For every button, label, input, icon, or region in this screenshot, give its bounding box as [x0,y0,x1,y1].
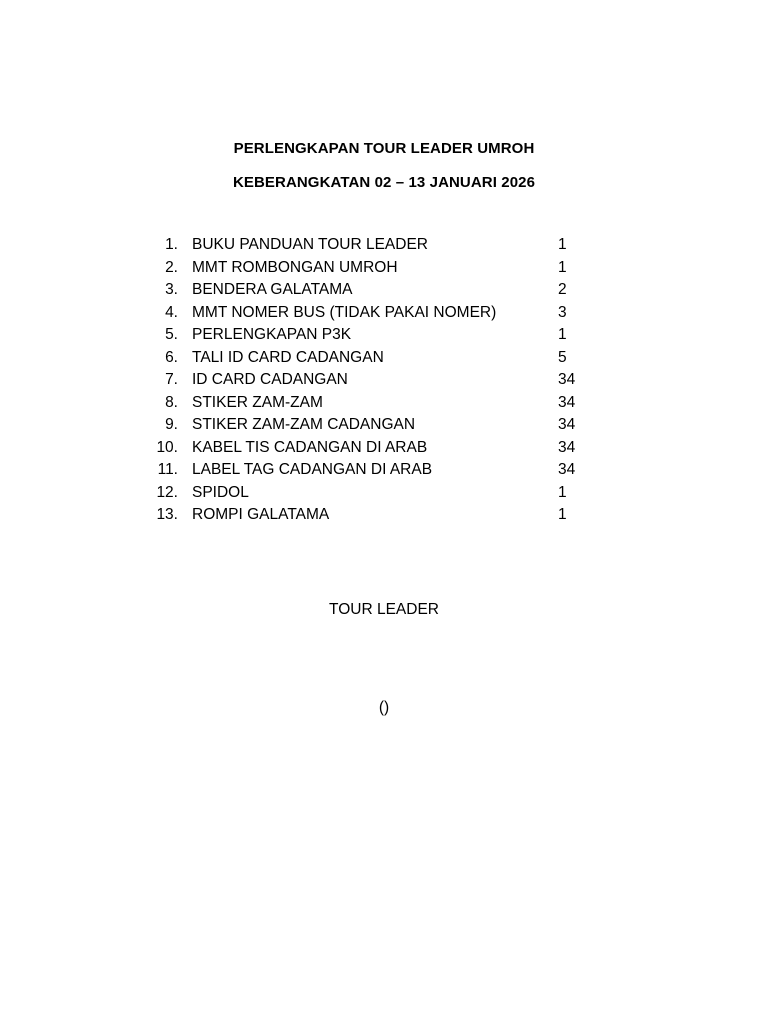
item-number: 12. [156,483,178,501]
item-quantity: 1 [558,483,567,501]
item-name: BUKU PANDUAN TOUR LEADER [192,236,428,253]
item-quantity: 34 [558,438,576,456]
item-name: ID CARD CADANGAN [192,371,348,388]
item-quantity: 34 [558,416,576,433]
item-name: TALI ID CARD CADANGAN [192,348,384,366]
item-number: 2. [165,258,178,276]
item-quantity: 1 [558,258,567,276]
item-name: STIKER ZAM-ZAM CADANGAN [192,416,416,433]
list-item [150,416,620,439]
list-item [150,461,620,484]
item-number: 1. [165,236,178,253]
item-name: PERLENGKAPAN P3K [192,326,352,343]
signature-name: () [378,699,390,716]
item-number: 9. [165,416,178,433]
item-number: 5. [165,326,178,343]
item-quantity: 2 [558,281,567,298]
item-quantity: 1 [558,236,567,253]
item-quantity: 1 [558,506,567,523]
item-number: 8. [165,393,178,411]
item-name: LABEL TAG CADANGAN DI ARAB [192,461,433,478]
list-item [150,259,620,282]
item-number: 6. [165,348,178,366]
item-number: 4. [165,303,178,321]
item-quantity: 34 [558,461,576,478]
item-number: 13. [156,506,178,523]
item-quantity: 34 [558,393,576,411]
item-quantity: 1 [558,326,567,343]
item-name: SPIDOL [192,483,249,501]
item-name: KABEL TIS CADANGAN DI ARAB [192,438,428,456]
item-name: BENDERA GALATAMA [192,281,353,298]
item-quantity: 3 [558,303,567,321]
item-name: STIKER ZAM-ZAM [192,393,323,411]
equipment-list [150,236,620,529]
list-item [150,281,620,304]
document-title: PERLENGKAPAN TOUR LEADER UMROH [233,140,535,157]
document-subtitle: KEBERANGKATAN 02 – 13 JANUARI 2026 [232,174,536,191]
item-number: 11. [157,461,178,478]
list-item [150,394,620,417]
list-item [150,439,620,462]
list-item [150,484,620,507]
item-number: 7. [165,371,178,388]
item-number: 3. [165,281,178,298]
item-name: MMT ROMBONGAN UMROH [192,258,398,276]
item-name: ROMPI GALATAMA [192,506,330,523]
list-item [150,506,620,529]
item-name: MMT NOMER BUS (TIDAK PAKAI NOMER) [192,303,497,321]
item-quantity: 5 [558,348,567,366]
item-number: 10. [156,438,178,456]
list-item [150,236,620,259]
list-item [150,304,620,327]
list-item [150,326,620,349]
signature-label: TOUR LEADER [329,601,439,618]
item-quantity: 34 [558,371,576,388]
list-item [150,349,620,372]
list-item [150,371,620,394]
